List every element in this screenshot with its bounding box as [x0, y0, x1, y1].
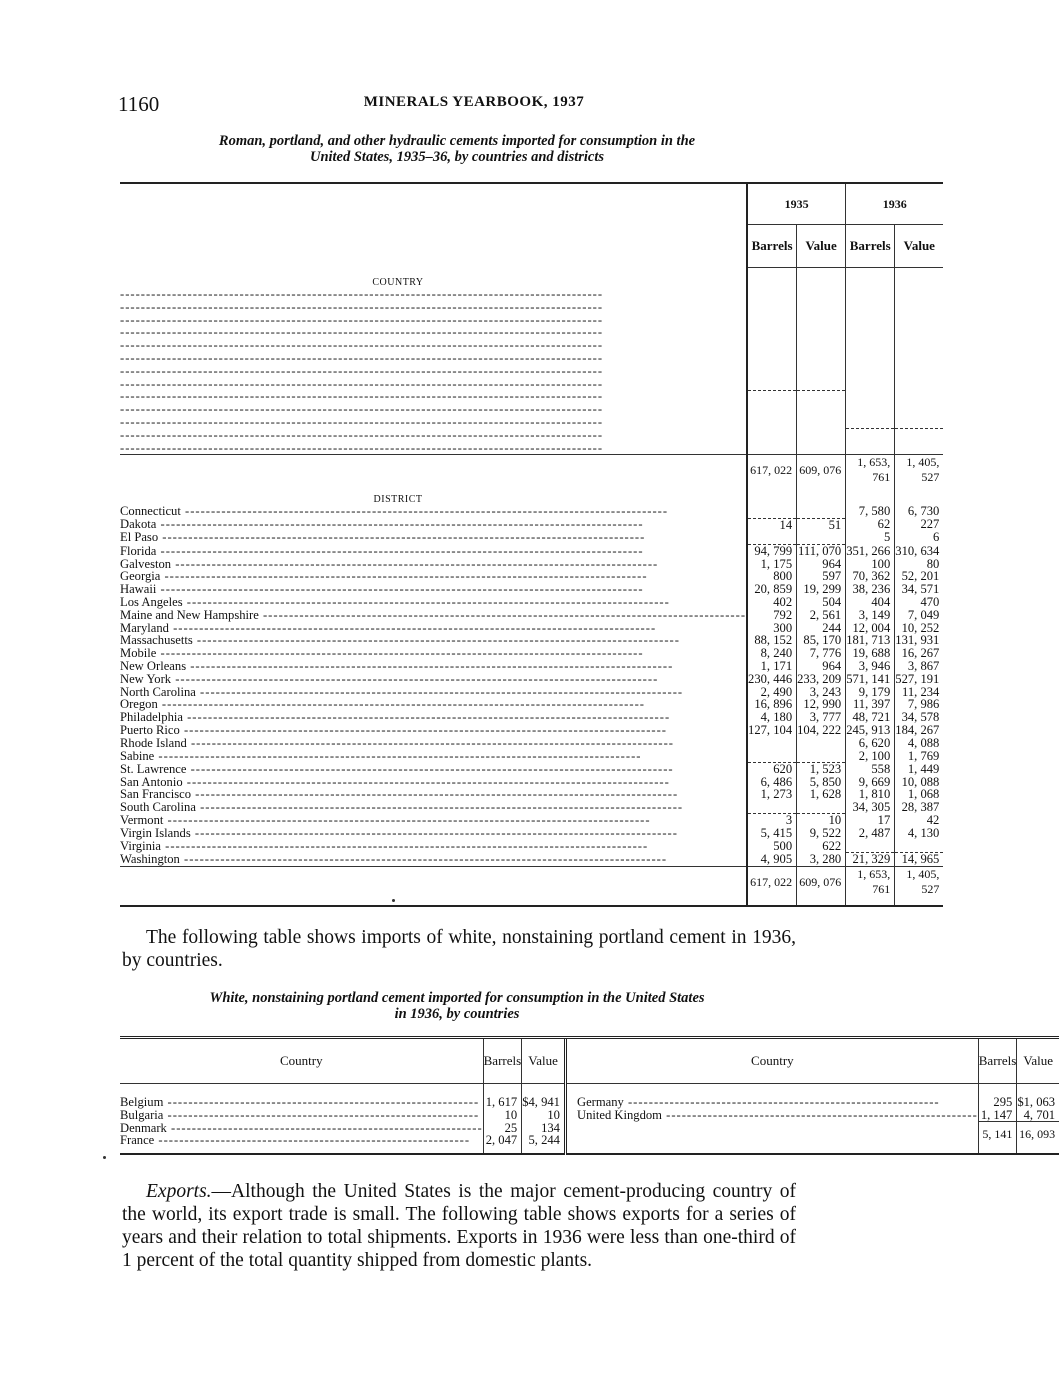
country-v36-cell: [895, 378, 944, 391]
right-country-name: Germany -----: [577, 1096, 978, 1109]
district-total-row-b35: 617, 022: [747, 867, 797, 898]
district-v36-cell: 3, 867: [895, 660, 944, 673]
district-row: [120, 840, 943, 853]
district-b36-cell: 181, 713: [846, 634, 895, 647]
right-value-cell: $1, 063: [1017, 1096, 1059, 1109]
district-v36-cell: 470: [895, 596, 944, 609]
district-b35-cell: 1, 175: [747, 558, 797, 571]
exports-lead: Exports.: [146, 1181, 212, 1202]
district-v36-cell: 11, 234: [895, 686, 944, 699]
country-row: [120, 352, 943, 365]
district-v36-cell: 7, 986: [895, 698, 944, 711]
district-v35-cell: [797, 531, 846, 544]
country-v35-cell: [797, 288, 846, 301]
country-v35-cell: [797, 442, 846, 455]
district-v35-cell: 3, 243: [797, 686, 846, 699]
district-name: Sabine -----: [120, 750, 746, 763]
table1-caption-line1: Roman, portland, and other hydraulic cements imported for consumption in the: [218, 133, 696, 149]
district-b36-cell: 5: [846, 531, 895, 544]
right-value-cell: 4, 701: [1017, 1109, 1059, 1122]
country-v36-cell: [895, 288, 944, 301]
country-total-row-v35: 609, 076: [797, 455, 846, 486]
district-b36-cell: 62: [846, 518, 895, 531]
district-row: [120, 531, 943, 544]
district-v35-cell: 3, 777: [797, 711, 846, 724]
district-b36-cell: 38, 236: [846, 583, 895, 596]
table2-row: [120, 1096, 1059, 1109]
district-b36-cell: 6, 620: [846, 737, 895, 750]
district-total-row-v35: 609, 076: [797, 867, 846, 898]
country-v35-cell: [797, 416, 846, 429]
district-name: San Antonio -----: [120, 776, 746, 789]
country-name: [120, 301, 746, 314]
district-v35-cell: 12, 990: [797, 698, 846, 711]
district-v35-cell: 964: [797, 558, 846, 571]
table2-caption-line2: in 1936, by countries: [394, 1006, 520, 1022]
district-name: Georgia -----: [120, 570, 746, 583]
country-v36-cell: [895, 403, 944, 416]
district-v35-cell: 9, 522: [797, 827, 846, 840]
country-name: [120, 288, 746, 301]
country-name: [120, 416, 746, 429]
district-name: Hawaii -----: [120, 583, 746, 596]
district-name: Los Angeles -----: [120, 596, 746, 609]
district-b36-cell: 12, 004: [846, 622, 895, 635]
district-b36-cell: 34, 305: [846, 801, 895, 814]
table-top-rule: [120, 183, 943, 225]
district-b35-cell: 88, 152: [747, 634, 797, 647]
district-b36-cell: 1, 810: [846, 788, 895, 801]
district-v35-cell: 1, 628: [797, 788, 846, 801]
district-name: Philadelphia -----: [120, 711, 746, 724]
country-b35-cell: [747, 429, 797, 442]
district-name: Massachusetts -----: [120, 634, 746, 647]
district-row: [120, 609, 943, 622]
district-b35-cell: 620: [747, 762, 797, 775]
district-v35-cell: 104, 222: [797, 724, 846, 737]
country-heading: COUNTRY: [372, 277, 424, 288]
district-b36-cell: 2, 487: [846, 827, 895, 840]
district-v35-cell: 233, 209: [797, 673, 846, 686]
district-b35-cell: 230, 446: [747, 673, 797, 686]
district-b35-cell: 16, 896: [747, 698, 797, 711]
district-b35-cell: 5, 415: [747, 827, 797, 840]
country-v36-cell: [895, 339, 944, 352]
district-name: New Orleans -----: [120, 660, 746, 673]
barrels-col-header-right: Barrels: [978, 1039, 1017, 1084]
district-b35-cell: 500: [747, 840, 797, 853]
district-row: [120, 762, 943, 775]
district-b35-cell: 8, 240: [747, 647, 797, 660]
district-v36-cell: 52, 201: [895, 570, 944, 583]
country-v35-cell: [797, 403, 846, 416]
district-v36-cell: 184, 267: [895, 724, 944, 737]
district-total-row-v36: 1, 405, 527: [895, 867, 944, 898]
district-v36-cell: 80: [895, 558, 944, 571]
country-total-row: [120, 455, 943, 486]
district-v36-cell: 227: [895, 518, 944, 531]
right-barrels-cell: 1, 147: [978, 1109, 1017, 1122]
district-v36-cell: 34, 571: [895, 583, 944, 596]
district-name: Mobile -----: [120, 647, 746, 660]
district-name: St. Lawrence -----: [120, 763, 746, 776]
cement-imports-table: [120, 182, 943, 907]
district-v35-cell: 51: [797, 518, 846, 531]
country-b36-cell: [846, 390, 895, 403]
district-v36-cell: 34, 578: [895, 711, 944, 724]
page-header: [118, 92, 794, 118]
district-b35-cell: 6, 486: [747, 776, 797, 789]
district-b36-cell: 245, 913: [846, 724, 895, 737]
district-v35-cell: [797, 505, 846, 518]
year-1935-header: 1935: [747, 183, 846, 225]
country-col-header-right: Country: [565, 1039, 978, 1084]
district-row: [120, 724, 943, 737]
district-b35-cell: 300: [747, 622, 797, 635]
district-row: [120, 647, 943, 660]
right-barrels-cell: 295: [978, 1096, 1017, 1109]
country-v36-cell: [895, 301, 944, 314]
district-row: [120, 814, 943, 827]
white-cement-table: [120, 1036, 1059, 1155]
country-b36-cell: [846, 352, 895, 365]
district-v36-cell: 310, 634: [895, 544, 944, 557]
district-name: Vermont -----: [120, 814, 746, 827]
country-b35-cell: [747, 301, 797, 314]
district-v36-cell: 10, 088: [895, 776, 944, 789]
district-row: [120, 801, 943, 814]
district-b35-cell: 127, 104: [747, 724, 797, 737]
district-b36-cell: 9, 179: [846, 686, 895, 699]
country-v36-cell: [895, 429, 944, 442]
district-name: San Francisco -----: [120, 788, 746, 801]
district-name: Maryland -----: [120, 622, 746, 635]
district-b35-cell: [747, 750, 797, 763]
left-country-name: France -----: [120, 1134, 483, 1147]
country-v35-cell: [797, 429, 846, 442]
country-row: [120, 442, 943, 455]
country-b35-cell: [747, 403, 797, 416]
district-name: Virginia -----: [120, 840, 746, 853]
country-b36-cell: [846, 314, 895, 327]
country-b36-cell: [846, 442, 895, 455]
country-v35-cell: [797, 301, 846, 314]
district-row: [120, 853, 943, 867]
country-name: [120, 429, 746, 442]
country-name: [120, 365, 746, 378]
district-v36-cell: 131, 931: [895, 634, 944, 647]
district-v36-cell: 6: [895, 531, 944, 544]
country-b36-cell: [846, 378, 895, 391]
country-b35-cell: [747, 378, 797, 391]
district-v35-cell: 2, 561: [797, 609, 846, 622]
district-b36-cell: 351, 266: [846, 544, 895, 557]
district-name: Maine and New Hampshire -----: [120, 609, 746, 622]
country-b36-cell: [846, 288, 895, 301]
country-b35-cell: [747, 326, 797, 339]
district-b36-cell: 9, 669: [846, 776, 895, 789]
country-row: [120, 301, 943, 314]
district-v36-cell: 14, 965: [895, 853, 944, 867]
country-b36-cell: [846, 326, 895, 339]
country-v36-cell: [895, 352, 944, 365]
left-value-cell: $4, 941: [522, 1096, 566, 1109]
district-v35-cell: 964: [797, 660, 846, 673]
total-barrels-cell: 5, 141: [978, 1122, 1017, 1147]
country-v36-cell: [895, 365, 944, 378]
left-barrels-cell: 25: [483, 1122, 522, 1135]
district-total-row-b36: 1, 653, 761: [846, 867, 895, 898]
district-b36-cell: 100: [846, 558, 895, 571]
district-v36-cell: 1, 068: [895, 788, 944, 801]
table2-header-row: [120, 1039, 1059, 1084]
country-name: [120, 352, 746, 365]
district-v35-cell: 85, 170: [797, 634, 846, 647]
print-speck: [392, 899, 395, 902]
country-v35-cell: [797, 390, 846, 403]
district-v36-cell: 28, 387: [895, 801, 944, 814]
country-total-row-v36: 1, 405, 527: [895, 455, 944, 486]
country-b35-cell: [747, 314, 797, 327]
district-v36-cell: 42: [895, 814, 944, 827]
district-row: [120, 505, 943, 518]
value-1936-header: Value: [895, 225, 944, 268]
barrels-col-header-left: Barrels: [483, 1039, 522, 1084]
district-row: [120, 596, 943, 609]
total-value-cell: 16, 093: [1017, 1122, 1059, 1147]
district-b36-cell: 2, 100: [846, 750, 895, 763]
left-value-cell: 10: [522, 1109, 566, 1122]
district-b35-cell: 1, 171: [747, 660, 797, 673]
running-head: MINERALS YEARBOOK, 1937: [363, 94, 585, 110]
district-v36-cell: 6, 730: [895, 505, 944, 518]
left-value-cell: 5, 244: [522, 1134, 566, 1147]
district-name: New York -----: [120, 673, 746, 686]
country-b35-cell: [747, 352, 797, 365]
district-name: El Paso -----: [120, 531, 746, 544]
country-v36-cell: [895, 314, 944, 327]
country-v36-cell: [895, 326, 944, 339]
country-b35-cell: [747, 365, 797, 378]
district-b36-cell: 19, 688: [846, 647, 895, 660]
district-b35-cell: 4, 905: [747, 853, 797, 867]
country-v36-cell: [895, 442, 944, 455]
district-b36-cell: 70, 362: [846, 570, 895, 583]
country-v35-cell: [797, 326, 846, 339]
district-v36-cell: 1, 449: [895, 762, 944, 775]
district-name: Washington -----: [120, 853, 746, 866]
district-v36-cell: 7, 049: [895, 609, 944, 622]
country-b35-cell: [747, 416, 797, 429]
district-v36-cell: [895, 840, 944, 853]
district-v36-cell: 527, 191: [895, 673, 944, 686]
value-col-header-right: Value: [1017, 1039, 1059, 1084]
district-name: Puerto Rico -----: [120, 724, 746, 737]
district-v35-cell: 10: [797, 814, 846, 827]
value-col-header-left: Value: [522, 1039, 566, 1084]
district-b35-cell: [747, 801, 797, 814]
district-name: Oregon -----: [120, 698, 746, 711]
district-name: Dakota -----: [120, 518, 746, 531]
district-b36-cell: 11, 397: [846, 698, 895, 711]
district-b35-cell: 1, 273: [747, 788, 797, 801]
district-v35-cell: 244: [797, 622, 846, 635]
country-v36-cell: [895, 416, 944, 429]
year-1936-header: 1936: [846, 183, 944, 225]
table2-caption-line1: White, nonstaining portland cement imported for consumption in the United States: [209, 990, 705, 1006]
district-b36-cell: 558: [846, 762, 895, 775]
district-name: Virgin Islands -----: [120, 827, 746, 840]
district-b35-cell: 14: [747, 518, 797, 531]
table-bottom-rule: [120, 897, 943, 906]
district-name: North Carolina -----: [120, 686, 746, 699]
country-row: [120, 429, 943, 442]
district-b36-cell: 3, 946: [846, 660, 895, 673]
country-v35-cell: [797, 339, 846, 352]
district-v36-cell: 1, 769: [895, 750, 944, 763]
district-v36-cell: 10, 252: [895, 622, 944, 635]
district-v35-cell: 7, 776: [797, 647, 846, 660]
district-b35-cell: 20, 859: [747, 583, 797, 596]
table1-caption: [120, 133, 794, 165]
district-v35-cell: [797, 801, 846, 814]
district-b35-cell: 402: [747, 596, 797, 609]
country-b35-cell: [747, 442, 797, 455]
district-row: [120, 737, 943, 750]
district-v35-cell: [797, 737, 846, 750]
district-v35-cell: 5, 850: [797, 776, 846, 789]
district-v35-cell: 504: [797, 596, 846, 609]
district-b35-cell: [747, 531, 797, 544]
district-b35-cell: 3: [747, 814, 797, 827]
exports-paragraph: [122, 1180, 796, 1272]
value-1935-header: Value: [797, 225, 846, 268]
district-v35-cell: 19, 299: [797, 583, 846, 596]
country-col-header-left: Country: [120, 1039, 483, 1084]
district-v35-cell: 3, 280: [797, 853, 846, 867]
barrels-1935-header: Barrels: [747, 225, 797, 268]
country-v36-cell: [895, 390, 944, 403]
district-b36-cell: 3, 149: [846, 609, 895, 622]
district-row: [120, 750, 943, 763]
table2-row: [120, 1109, 1059, 1122]
country-b36-cell: [846, 365, 895, 378]
country-b35-cell: [747, 339, 797, 352]
district-v35-cell: 111, 070: [797, 544, 846, 557]
country-b36-cell: [846, 416, 895, 429]
white-cement-intro: The following table shows imports of white, nonstaining portland cement in 1936, by countries.: [122, 927, 796, 971]
table1-caption-line2: United States, 1935–36, by countries and districts: [309, 149, 605, 165]
district-row: [120, 518, 943, 531]
district-b35-cell: 792: [747, 609, 797, 622]
district-section-heading: [120, 485, 943, 505]
district-row: [120, 544, 943, 557]
country-v35-cell: [797, 365, 846, 378]
district-name: Galveston -----: [120, 558, 746, 571]
district-v35-cell: [797, 750, 846, 763]
country-v35-cell: [797, 314, 846, 327]
country-b35-cell: [747, 288, 797, 301]
district-row: [120, 673, 943, 686]
table2-caption: [120, 990, 794, 1022]
district-name: Florida -----: [120, 545, 746, 558]
district-v35-cell: 622: [797, 840, 846, 853]
district-v36-cell: 16, 267: [895, 647, 944, 660]
country-b36-cell: [846, 429, 895, 442]
page-number: 1160: [118, 92, 160, 116]
district-total-row: [120, 867, 943, 898]
left-value-cell: 134: [522, 1122, 566, 1135]
district-v35-cell: 1, 523: [797, 762, 846, 775]
district-v36-cell: 4, 130: [895, 827, 944, 840]
country-total-row-b35: 617, 022: [747, 455, 797, 486]
country-row: [120, 288, 943, 301]
country-row: [120, 365, 943, 378]
left-country-name: Bulgaria -----: [120, 1109, 483, 1122]
district-b35-cell: [747, 505, 797, 518]
country-b35-cell: [747, 390, 797, 403]
district-name: Rhode Island -----: [120, 737, 746, 750]
country-v35-cell: [797, 352, 846, 365]
left-barrels-cell: 10: [483, 1109, 522, 1122]
district-name: Connecticut -----: [120, 505, 746, 518]
print-speck: [103, 1156, 106, 1159]
district-b36-cell: 571, 141: [846, 673, 895, 686]
district-b35-cell: 4, 180: [747, 711, 797, 724]
district-b36-cell: 21, 329: [846, 853, 895, 867]
district-b35-cell: 2, 490: [747, 686, 797, 699]
district-b35-cell: 94, 799: [747, 544, 797, 557]
district-name: South Carolina -----: [120, 801, 746, 814]
country-b36-cell: [846, 339, 895, 352]
country-name: [120, 442, 746, 455]
district-heading: DISTRICT: [373, 494, 423, 506]
district-b36-cell: 17: [846, 814, 895, 827]
left-country-name: Belgium -----: [120, 1096, 483, 1109]
district-b35-cell: [747, 737, 797, 750]
district-b36-cell: 48, 721: [846, 711, 895, 724]
country-b36-cell: [846, 403, 895, 416]
district-b35-cell: 800: [747, 570, 797, 583]
district-v36-cell: 4, 088: [895, 737, 944, 750]
country-v35-cell: [797, 378, 846, 391]
left-country-name: Denmark -----: [120, 1122, 483, 1135]
district-row: [120, 711, 943, 724]
country-total-row-b36: 1, 653, 761: [846, 455, 895, 486]
district-v35-cell: 597: [797, 570, 846, 583]
table2-bottom-rule: [120, 1147, 1059, 1154]
country-row: [120, 416, 943, 429]
district-row: [120, 660, 943, 673]
country-section-heading: [120, 268, 943, 289]
right-country-name: United Kingdom -----: [577, 1109, 978, 1122]
barrels-1936-header: Barrels: [846, 225, 895, 268]
district-b36-cell: 404: [846, 596, 895, 609]
left-barrels-cell: 1, 617: [483, 1096, 522, 1109]
district-b36-cell: [846, 840, 895, 853]
country-b36-cell: [846, 301, 895, 314]
district-b36-cell: 7, 580: [846, 505, 895, 518]
exports-text: —Although the United States is the major cement-producing country of the world, its export trade is small. The following table shows exports for a series of years and their relation to total shipments. Exports in 1936 were less than one-third of 1 percent of the total quantity shipped from domestic plants.: [122, 1181, 796, 1271]
left-barrels-cell: 2, 047: [483, 1134, 522, 1147]
